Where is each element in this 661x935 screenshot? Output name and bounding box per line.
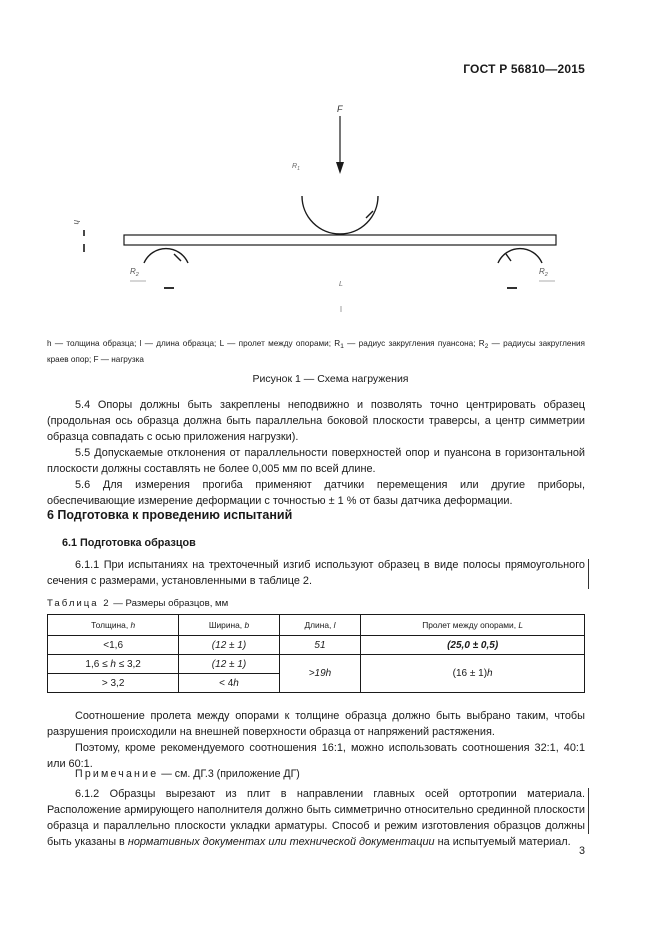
left-support-tick <box>174 254 181 261</box>
paragraph-ratio-2: Поэтому, кроме рекомендуемого соотношения 16:1, можно использовать соотношения 32:1, 40:1 или 60:1. <box>47 742 585 770</box>
paragraph-ratio: Соотношение пролета между опорами к толщине образца должно быть выбрано таким, чтобы разрушения происходили на внешней поверхности образца от напряжений растяжения. <box>47 710 585 738</box>
cell-width: (12 ± 1) <box>179 636 279 655</box>
paragraph-6-1-2: 6.1.2 Образцы вырезают из плит в направлении главных осей ортотропии материала. Расположение армирующего наполнителя должно быть симметрично относительно срединной плоскости образца и параллельно плоскости укладки арматуры. Способ и режим изготовления образцов должны быть указаны в нормативных документах или технической документации на испытуемый материал. <box>47 788 585 848</box>
label-R2-left: $R_2$ <box>130 267 139 278</box>
paragraph-5-6: 5.6 Для измерения прогиба применяют датчики перемещения или другие приборы, обеспечивающие измерение деформации с точностью ± 1 % от базы датчика деформации. <box>47 479 585 507</box>
table-caption: Таблица 2 — Размеры образцов, мм <box>47 598 229 609</box>
header-length: Длина, l <box>279 615 361 636</box>
label-R2-right: $R_2$ <box>539 267 548 278</box>
cell-span: (16 ± 1)h <box>361 655 585 693</box>
paragraph-5-5: 5.5 Допускаемые отклонения от параллельности поверхностей опор и пуансона в горизонтальной плоскости должны составлять не более 0,005 мм по всей длине. <box>47 447 585 475</box>
label-F: F <box>337 104 343 114</box>
standard-number: ГОСТ Р 56810—2015 <box>463 62 585 76</box>
label-h: h <box>72 220 81 225</box>
paragraph-5-4: 5.4 Опоры должны быть закреплены неподвижно и позволять точно центрировать образец (продольная ось образца должна быть параллельна боковой плоскости траверсы, а центр симметрии образца совпадать с осью приложения нагрузки). <box>47 399 585 443</box>
figure-caption: Рисунок 1 — Схема нагружения <box>252 373 409 385</box>
table-row <box>48 655 585 674</box>
cell-span: (25,0 ± 0,5) <box>361 636 585 655</box>
cell-thickness: 1,6 ≤ h ≤ 3,2 <box>48 655 179 674</box>
cell-thickness: <1,6 <box>48 636 179 655</box>
specimen <box>124 235 556 245</box>
cell-thickness: > 3,2 <box>48 674 179 693</box>
label-R1: $R_1$ <box>292 163 300 172</box>
cell-length: 51 <box>279 636 361 655</box>
loading-scheme-diagram <box>60 96 600 326</box>
figure-legend: h — толщина образца; l — длина образца; L — пролет между опорами; $R_1$ — радиус закругления пуансона; $R_2$ — радиусы закругления краев опор; F — нагрузка <box>47 339 585 364</box>
cell-length: >19h <box>279 655 361 693</box>
cell-width: (12 ± 1) <box>179 655 279 674</box>
section-6-heading: 6 Подготовка к проведению испытаний <box>47 508 293 522</box>
header-thickness: Толщина, h <box>48 615 179 636</box>
cell-width: < 4h <box>179 674 279 693</box>
subsection-6-1-heading: 6.1 Подготовка образцов <box>62 537 196 549</box>
table-header-row <box>48 615 585 636</box>
header-width: Ширина, b <box>179 615 279 636</box>
header-span: Пролет между опорами, L <box>361 615 585 636</box>
specimen-sizes-table <box>47 614 585 693</box>
label-L: L <box>339 281 343 288</box>
page-number: 3 <box>578 845 585 857</box>
punch <box>302 196 378 234</box>
load-arrow-head <box>336 162 344 174</box>
table-row <box>48 636 585 655</box>
right-support <box>498 249 542 263</box>
note: Примечание — см. ДГ.3 (приложение ДГ) <box>75 768 300 780</box>
left-support <box>144 249 188 263</box>
paragraph-6-1-1: 6.1.1 При испытаниях на трехточечный изгиб используют образец в виде полосы прямоугольного сечения с размерами, установленными в таблице 2. <box>47 559 585 587</box>
right-support-tick <box>506 254 511 261</box>
